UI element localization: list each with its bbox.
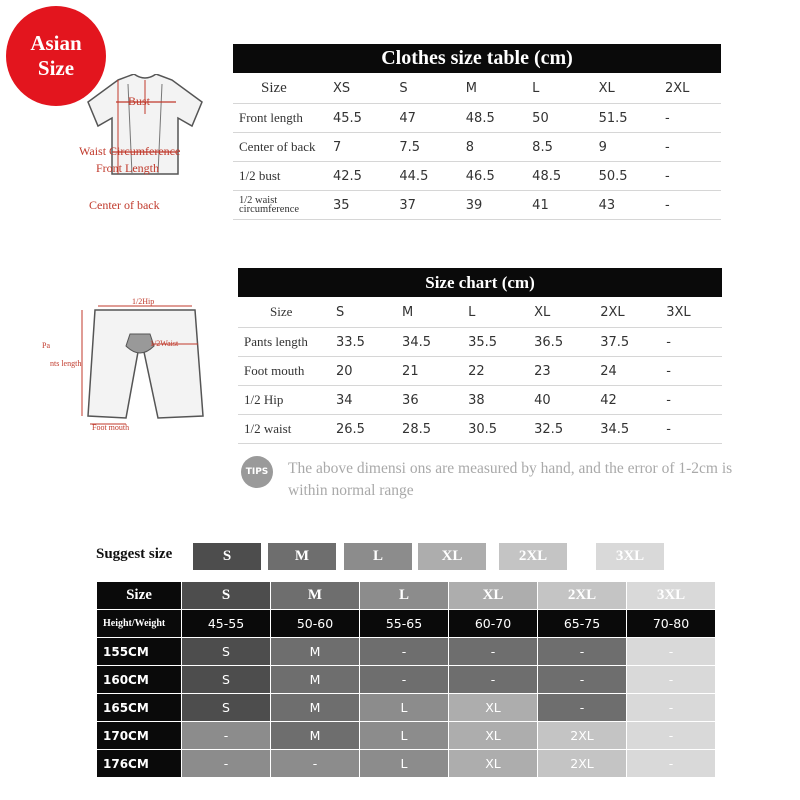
grid-cell: -: [627, 638, 716, 666]
shorts-hip-label: 1/2Hip: [132, 297, 155, 306]
cell: 34.5: [600, 415, 666, 444]
grid-cell: S: [182, 638, 271, 666]
cell: -: [666, 328, 722, 357]
jersey-bust-label: Bust: [128, 94, 151, 108]
height-label: 160CM: [97, 666, 182, 694]
grid-cell: XL: [449, 750, 538, 778]
clothes-size-heading: S: [399, 73, 465, 104]
tips-note: The above dimensi ons are measured by hand, and the error of 1-2cm is within normal range: [288, 460, 733, 499]
row-label: 1/2 waist circumference: [233, 191, 333, 220]
table-row: [238, 328, 722, 357]
grid-col-header: 2XL: [538, 582, 627, 610]
clothes-size-label: Size: [233, 73, 333, 104]
cell: 42.5: [333, 162, 399, 191]
table-row: [233, 104, 721, 133]
table-row: [238, 386, 722, 415]
grid-cell: L: [360, 750, 449, 778]
grid-cell: XL: [449, 722, 538, 750]
pants-size-chart: [238, 268, 722, 444]
grid-cell: M: [271, 694, 360, 722]
grid-cell: M: [271, 638, 360, 666]
grid-size-header: Size: [97, 582, 182, 610]
cell: 37: [399, 191, 465, 220]
cell: 39: [466, 191, 532, 220]
cell: 24: [600, 357, 666, 386]
table-row: [238, 415, 722, 444]
height-label: 155CM: [97, 638, 182, 666]
cell: 50.5: [599, 162, 665, 191]
table-row: [238, 357, 722, 386]
weight-range: 65-75: [538, 610, 627, 638]
cell: 35: [333, 191, 399, 220]
cell: 28.5: [402, 415, 468, 444]
tips-icon-label: TIPS: [245, 467, 269, 477]
grid-cell: S: [182, 694, 271, 722]
cell: 37.5: [600, 328, 666, 357]
grid-col-header: 3XL: [627, 582, 716, 610]
cell: 47: [399, 104, 465, 133]
row-label: 1/2 waist: [238, 415, 336, 444]
jersey-waist-label: Waist Circumference: [79, 144, 181, 158]
grid-cell: -: [627, 722, 716, 750]
cell: 40: [534, 386, 600, 415]
row-label: 1/2 Hip: [238, 386, 336, 415]
grid-cell: M: [271, 666, 360, 694]
grid-row: [97, 750, 716, 778]
cell: 43: [599, 191, 665, 220]
cell: 50: [532, 104, 598, 133]
suggest-swatch-xl: XL: [418, 543, 486, 570]
grid-cell: -: [627, 666, 716, 694]
clothes-table-title: Clothes size table (cm): [233, 44, 721, 73]
cell: -: [665, 104, 721, 133]
suggest-swatch-2xl: 2XL: [499, 543, 567, 570]
grid-cell: -: [538, 666, 627, 694]
cell: 36: [402, 386, 468, 415]
shorts-foot-label: Foot mouth: [92, 423, 130, 432]
cell: -: [665, 162, 721, 191]
grid-cell: -: [449, 638, 538, 666]
weight-range: 70-80: [627, 610, 716, 638]
shorts-length-label-a: Pa: [42, 341, 50, 350]
weight-range: 60-70: [449, 610, 538, 638]
tips-icon: [241, 456, 273, 488]
table-row: [233, 133, 721, 162]
cell: 34.5: [402, 328, 468, 357]
cell: 34: [336, 386, 402, 415]
cell: 26.5: [336, 415, 402, 444]
cell: 7: [333, 133, 399, 162]
cell: 7.5: [399, 133, 465, 162]
badge-line-1: Asian: [30, 31, 82, 55]
grid-cell: -: [627, 750, 716, 778]
cell: -: [666, 415, 722, 444]
clothes-size-heading: M: [466, 73, 532, 104]
height-label: 176CM: [97, 750, 182, 778]
grid-cell: -: [538, 694, 627, 722]
grid-col-header: M: [271, 582, 360, 610]
clothes-size-heading: XL: [599, 73, 665, 104]
grid-cell: 2XL: [538, 722, 627, 750]
grid-weight-row: [97, 610, 716, 638]
suggest-swatch-3xl: 3XL: [596, 543, 664, 570]
shorts-illustration: [40, 296, 210, 436]
grid-cell: M: [271, 722, 360, 750]
jersey-front-length-label: Front Length: [96, 161, 159, 175]
row-label: Center of back: [233, 133, 333, 162]
cell: 48.5: [466, 104, 532, 133]
weight-range: 55-65: [360, 610, 449, 638]
shorts-waist-label: 1/2Waist: [150, 339, 179, 348]
table-row: [233, 191, 721, 220]
suggest-swatch-s: S: [193, 543, 261, 570]
cell: 48.5: [532, 162, 598, 191]
cell: 8.5: [532, 133, 598, 162]
cell: 8: [466, 133, 532, 162]
cell: 51.5: [599, 104, 665, 133]
grid-header-row: [97, 582, 716, 610]
grid-cell: -: [360, 638, 449, 666]
grid-cell: -: [449, 666, 538, 694]
grid-cell: L: [360, 694, 449, 722]
pants-size-heading: 2XL: [600, 297, 666, 328]
clothes-size-table: [233, 44, 721, 220]
grid-cell: 2XL: [538, 750, 627, 778]
cell: 38: [468, 386, 534, 415]
grid-cell: -: [271, 750, 360, 778]
grid-cell: -: [182, 722, 271, 750]
badge-line-2: Size: [37, 56, 75, 80]
grid-cell: XL: [449, 694, 538, 722]
row-label: Pants length: [238, 328, 336, 357]
cell: -: [666, 386, 722, 415]
grid-row: [97, 722, 716, 750]
grid-row: [97, 666, 716, 694]
grid-row: [97, 638, 716, 666]
shorts-length-label-b: nts length: [50, 359, 82, 368]
table-row: [233, 162, 721, 191]
grid-cell: -: [360, 666, 449, 694]
row-label: Foot mouth: [238, 357, 336, 386]
grid-hw-label: Height/Weight: [97, 610, 182, 638]
grid-col-header: L: [360, 582, 449, 610]
cell: 22: [468, 357, 534, 386]
cell: -: [665, 191, 721, 220]
cell: 46.5: [466, 162, 532, 191]
weight-range: 50-60: [271, 610, 360, 638]
grid-row: [97, 694, 716, 722]
pants-size-label: Size: [238, 297, 336, 328]
clothes-size-heading: L: [532, 73, 598, 104]
suggest-swatch-m: M: [268, 543, 336, 570]
pants-table-title: Size chart (cm): [238, 268, 722, 297]
grid-col-header: XL: [449, 582, 538, 610]
cell: 45.5: [333, 104, 399, 133]
cell: -: [666, 357, 722, 386]
row-label: Front length: [233, 104, 333, 133]
cell: 20: [336, 357, 402, 386]
weight-range: 45-55: [182, 610, 271, 638]
height-label: 165CM: [97, 694, 182, 722]
pants-size-heading: 3XL: [666, 297, 722, 328]
cell: 44.5: [399, 162, 465, 191]
cell: 30.5: [468, 415, 534, 444]
cell: -: [665, 133, 721, 162]
pants-size-heading: M: [402, 297, 468, 328]
cell: 41: [532, 191, 598, 220]
cell: 33.5: [336, 328, 402, 357]
jersey-illustration: [70, 74, 220, 219]
cell: 32.5: [534, 415, 600, 444]
grid-cell: -: [538, 638, 627, 666]
jersey-center-back-label: Center of back: [89, 198, 160, 212]
row-label: 1/2 bust: [233, 162, 333, 191]
cell: 35.5: [468, 328, 534, 357]
suggest-size-label: Suggest size: [96, 546, 173, 562]
grid-cell: L: [360, 722, 449, 750]
clothes-size-heading: XS: [333, 73, 399, 104]
grid-cell: -: [182, 750, 271, 778]
cell: 36.5: [534, 328, 600, 357]
grid-col-header: S: [182, 582, 271, 610]
grid-cell: -: [627, 694, 716, 722]
cell: 23: [534, 357, 600, 386]
cell: 42: [600, 386, 666, 415]
grid-cell: S: [182, 666, 271, 694]
clothes-size-heading: 2XL: [665, 73, 721, 104]
suggest-swatch-l: L: [344, 543, 412, 570]
cell: 9: [599, 133, 665, 162]
pants-size-heading: S: [336, 297, 402, 328]
pants-size-heading: L: [468, 297, 534, 328]
height-label: 170CM: [97, 722, 182, 750]
size-suggestion-grid: [96, 581, 716, 778]
pants-size-heading: XL: [534, 297, 600, 328]
cell: 21: [402, 357, 468, 386]
